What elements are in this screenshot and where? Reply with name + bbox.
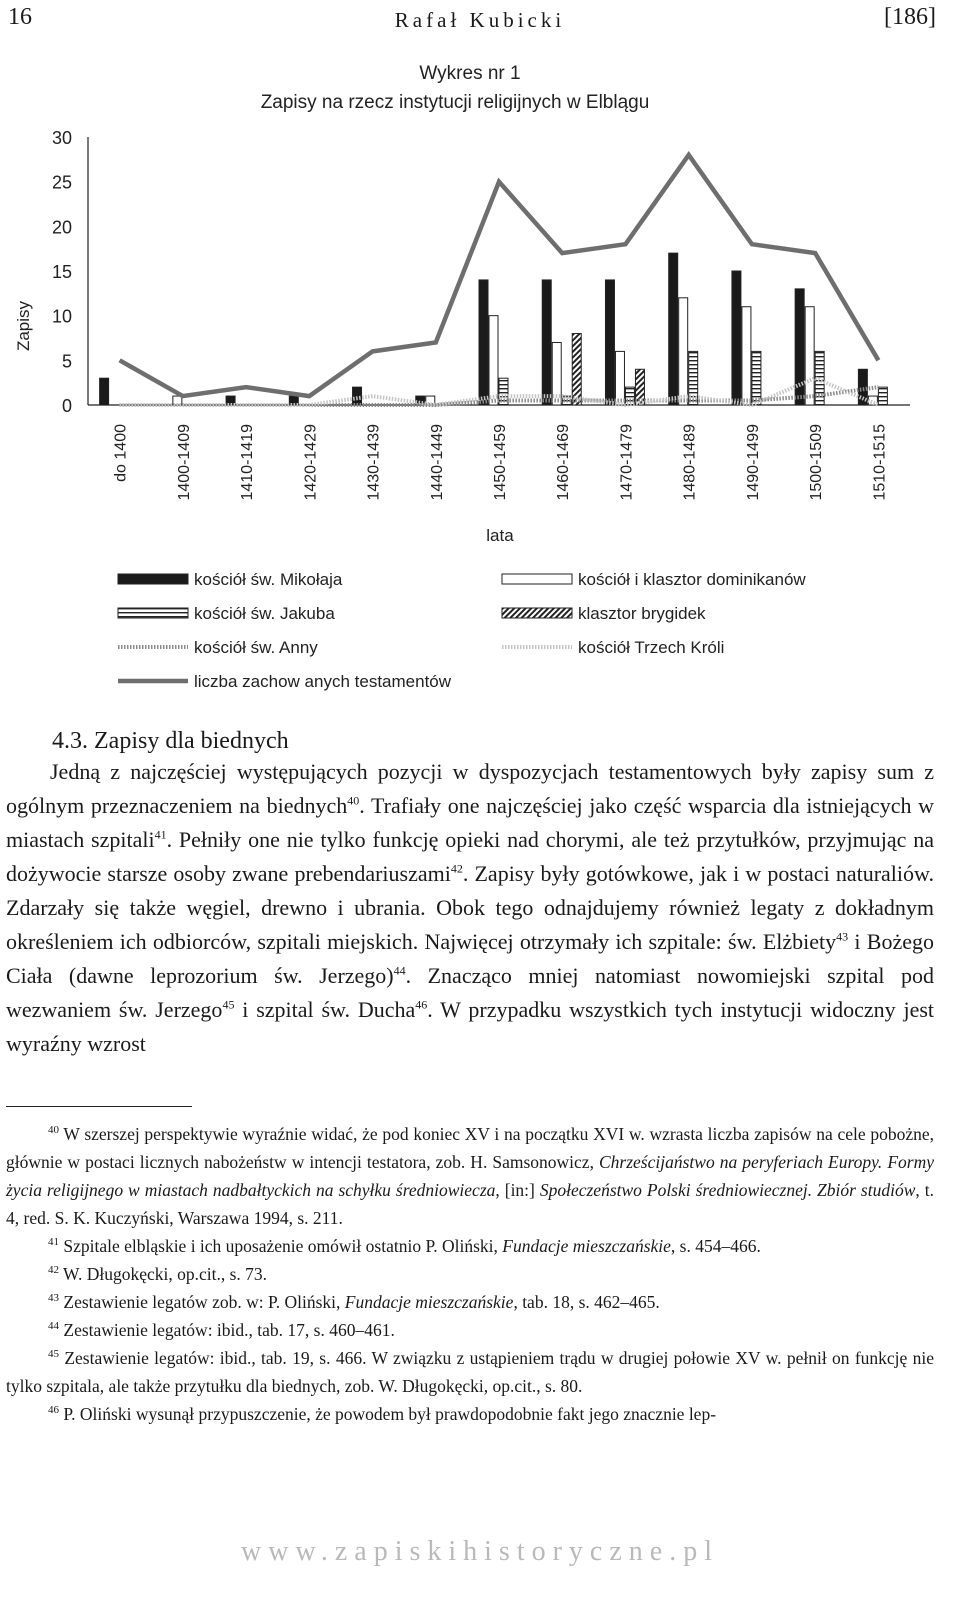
legend-label: kościół św. Mikołaja [194, 570, 343, 589]
legend-swatch [118, 608, 188, 618]
footnote-number: 44 [48, 1320, 59, 1333]
footnote-45 [6, 1344, 934, 1400]
y-tick-label: 30 [51, 128, 72, 148]
page-number: 16 [8, 4, 32, 30]
y-tick-label: 15 [51, 262, 72, 282]
x-tick-label: 1500-1509 [808, 424, 826, 501]
chart-subtitle: Zapisy na rzecz instytucji religijnych w Elblągu [260, 92, 650, 113]
y-tick-label: 10 [51, 306, 72, 327]
x-tick-label: 1450-1459 [492, 424, 509, 501]
bar [742, 307, 751, 405]
body-text: . Zapisy były gotówkowe, jak i w postaci naturaliów. Zdarzały się także węgiel, drewno i ubrania. Obok tego odnajdujemy również legaty z dokładnym określeniem ich odbiorców, szpitali miejskich. Najwięcej otrzymały ich szpitale: św. Elżbiety [6, 861, 934, 954]
footnote-number: 41 [48, 1236, 59, 1249]
running-head-author: Rafał Kubicki [394, 8, 566, 32]
body-text: . Trafiały one najczęściej jako część wsparcia dla istniejących w miastach szpitali [6, 793, 934, 852]
legend-swatch [502, 608, 572, 618]
x-tick-label: 1460-1469 [555, 424, 573, 501]
footnote-title: Chrześcijaństwo na peryferiach Europy. Formy życia religijnego w miastach nadbałtyckich na schyłku średniowiecza [6, 1152, 934, 1200]
legend-swatch [118, 574, 188, 584]
series-line [120, 155, 879, 396]
bar [669, 253, 678, 405]
body-text: Jedną z najczęściej występujących pozycji w dyspozycjach testamentowych były zapisy sum z ogólnym przeznaczeniem na biednych [6, 759, 934, 818]
bar [805, 307, 814, 405]
body-paragraph [6, 755, 934, 1061]
body-text: i Bożego Ciała (dawne leprozorium św. Jerzego) [6, 929, 934, 988]
bar [572, 334, 581, 405]
footnote-title: Fundacje mieszczańskie [502, 1236, 671, 1256]
footnote-ref[interactable]: 41 [154, 827, 167, 842]
website-watermark[interactable]: www.zapiskihistoryczne.pl [241, 1536, 719, 1567]
footnote-ref[interactable]: 44 [393, 963, 406, 978]
x-axis-label: lata [486, 526, 514, 545]
x-tick-label: 1410-1419 [239, 424, 257, 501]
legend-label: liczba zachow anych testamentów [194, 672, 452, 691]
bar [868, 396, 877, 405]
body-text: . Pełniły one nie tylko funkcję opieki nad chorymi, ale też przytułków, przyjmując na dożywocie starsze osoby zwane prebendariuszami [6, 827, 934, 886]
legend-label: kościół św. Anny [194, 638, 318, 657]
chart [0, 52, 960, 702]
footnote-ref[interactable]: 40 [347, 793, 360, 808]
y-tick-label: 0 [61, 396, 72, 416]
legend-label: kościół i klasztor dominikanów [578, 570, 806, 589]
footnote-text: W szerszej perspektywie wyraźnie widać, że pod koniec XV i na początku XVI w. wzrasta liczba zapisów na cele pobożne, głównie w postaci licznych nabożeństw w intencji testatora, zob. H. Samsonowicz, [6, 1124, 934, 1172]
footnote-number: 45 [48, 1348, 59, 1361]
footnote-ref[interactable]: 43 [836, 929, 849, 944]
x-tick-label: 1480-1489 [681, 424, 699, 501]
footnote-text: Zestawienie legatów: ibid., tab. 19, s. 466. W związku z ustąpieniem trądu w drugiej połowie XV w. pełnił on funkcję nie tylko szpitala, ale także przytułku dla biednych, zob. W. Długokęcki, op.cit., s. 80. [6, 1348, 934, 1396]
bar [605, 280, 614, 405]
x-tick-label: 1440-1449 [428, 424, 446, 501]
x-tick-label: 1400-1409 [175, 424, 193, 501]
bar [795, 289, 804, 405]
footnote-title: Fundacje mieszczańskie [344, 1292, 514, 1312]
footnote-ref[interactable]: 45 [222, 997, 235, 1012]
bar [878, 387, 887, 405]
x-tick-label: 1510-1515 [871, 424, 889, 501]
footnote-text: Zestawienie legatów: ibid., tab. 17, s. 460–461. [59, 1320, 395, 1340]
footnote-text: Zestawienie legatów zob. w: P. Oliński, [59, 1292, 345, 1312]
footnote-number: 46 [48, 1404, 59, 1417]
bar [100, 378, 109, 405]
footnote-40 [6, 1120, 934, 1232]
bar [679, 298, 688, 405]
footnote-text: , s. 454–466. [670, 1236, 761, 1256]
footnote-44 [6, 1316, 934, 1344]
footnote-text: , [in:] [495, 1180, 540, 1200]
footnote-text: Szpitale elbląskie i ich uposażenie omówił ostatnio P. Oliński, [59, 1236, 503, 1256]
legend-label: klasztor brygidek [578, 604, 706, 623]
footnote-text: P. Oliński wysunął przypuszczenie, że powodem był prawdopodobnie fakt jego znacznie lep- [59, 1404, 717, 1424]
body-text: . W przypadku wszystkich tych instytucji widoczny jest wyraźny wzrost [6, 997, 935, 1056]
bar [479, 280, 488, 405]
footnote-ref[interactable]: 42 [450, 861, 463, 876]
footnote-number: 42 [48, 1264, 59, 1277]
footnote-43 [6, 1288, 934, 1316]
footnote-ref[interactable]: 46 [415, 997, 428, 1012]
footnote-text: , t. 4, red. S. K. Kuczyński, Warszawa 1994, s. 211. [6, 1180, 934, 1228]
x-tick-label: do 1400 [112, 424, 130, 482]
y-tick-label: 25 [51, 172, 72, 193]
x-tick-label: 1490-1499 [744, 424, 762, 501]
footnote-number: 43 [48, 1292, 59, 1305]
footnote-41 [6, 1232, 934, 1260]
original-page-ref: [186] [884, 4, 936, 30]
x-tick-label: 1470-1479 [618, 424, 636, 501]
bar [752, 351, 761, 405]
section-title: 4.3. Zapisy dla biednych [52, 728, 289, 754]
y-tick-label: 5 [61, 351, 72, 372]
body-text: . Znacząco mniej natomiast nowomiejski szpital pod wezwaniem św. Jerzego [6, 963, 935, 1022]
bar [732, 271, 741, 405]
footnote-divider [6, 1106, 192, 1107]
body-text: i szpital św. Ducha [234, 997, 416, 1022]
footnotes [6, 1120, 934, 1428]
footnote-number: 40 [48, 1124, 59, 1137]
bar [615, 351, 624, 405]
x-tick-label: 1430-1439 [365, 424, 383, 501]
footnote-text: W. Długokęcki, op.cit., s. 73. [59, 1264, 268, 1284]
y-axis-label: Zapisy [14, 300, 33, 352]
footnote-text: , tab. 18, s. 462–465. [513, 1292, 660, 1312]
y-tick-label: 20 [51, 217, 72, 238]
chart-title: Wykres nr 1 [419, 63, 521, 84]
bar [489, 316, 498, 405]
footnote-42 [6, 1260, 934, 1288]
bar [542, 280, 551, 405]
x-tick-label: 1420-1429 [302, 424, 320, 501]
legend-label: kościół św. Jakuba [194, 604, 335, 623]
legend-swatch [502, 574, 572, 584]
footnote-46 [6, 1400, 934, 1428]
legend-label: kościół Trzech Króli [578, 638, 725, 657]
footnote-title: Społeczeństwo Polski średniowiecznej. Zbiór studiów [539, 1180, 916, 1200]
bar [426, 396, 435, 405]
